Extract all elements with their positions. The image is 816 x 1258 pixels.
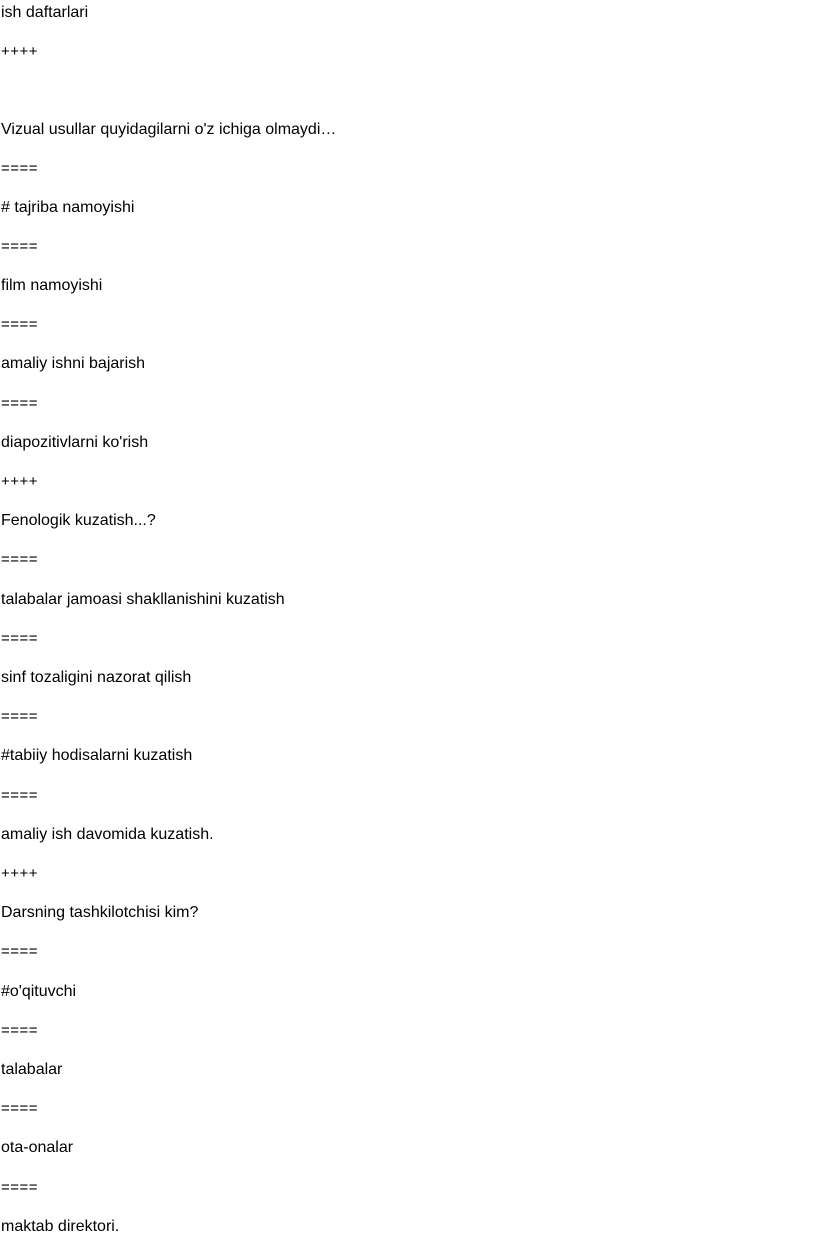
answer-option-text: diapozitivlarni ko'rish	[1, 434, 149, 451]
question-separator: ++++	[1, 43, 39, 60]
option-separator: ====	[1, 238, 39, 255]
correct-answer-option: # tajriba namoyishi	[1, 199, 135, 216]
answer-option-text: maktab direktori.	[1, 1218, 120, 1235]
answer-option-text: film namoyishi	[1, 277, 103, 294]
answer-option-text: amaliy ishni bajarish	[1, 355, 146, 372]
option-separator: ====	[1, 160, 39, 177]
option-separator: ====	[1, 787, 39, 804]
answer-option-text: talabalar	[1, 1061, 63, 1078]
option-separator: ====	[1, 943, 39, 960]
option-separator: ====	[1, 1022, 39, 1039]
question-text: Fenologik kuzatish...?	[1, 512, 156, 529]
answer-option-text: talabalar jamoasi shakllanishini kuzatish	[1, 591, 285, 608]
answer-option-text: ota-onalar	[1, 1139, 74, 1156]
option-separator: ====	[1, 395, 39, 412]
option-separator: ====	[1, 630, 39, 647]
correct-answer-option: #o'qituvchi	[1, 983, 77, 1000]
question-text: Vizual usullar quyidagilarni o'z ichiga olmaydi…	[1, 121, 337, 138]
question-text: Darsning tashkilotchisi kim?	[1, 904, 199, 921]
question-separator: ++++	[1, 865, 39, 882]
correct-answer-option: #tabiiy hodisalarni kuzatish	[1, 747, 193, 764]
option-separator: ====	[1, 1179, 39, 1196]
question-separator: ++++	[1, 473, 39, 490]
option-separator: ====	[1, 708, 39, 725]
option-separator: ====	[1, 316, 39, 333]
answer-option-text: amaliy ish davomida kuzatish.	[1, 826, 214, 843]
answer-option-text: sinf tozaligini nazorat qilish	[1, 669, 192, 686]
option-separator: ====	[1, 1100, 39, 1117]
option-separator: ====	[1, 551, 39, 568]
answer-option-text: ish daftarlari	[1, 4, 89, 21]
